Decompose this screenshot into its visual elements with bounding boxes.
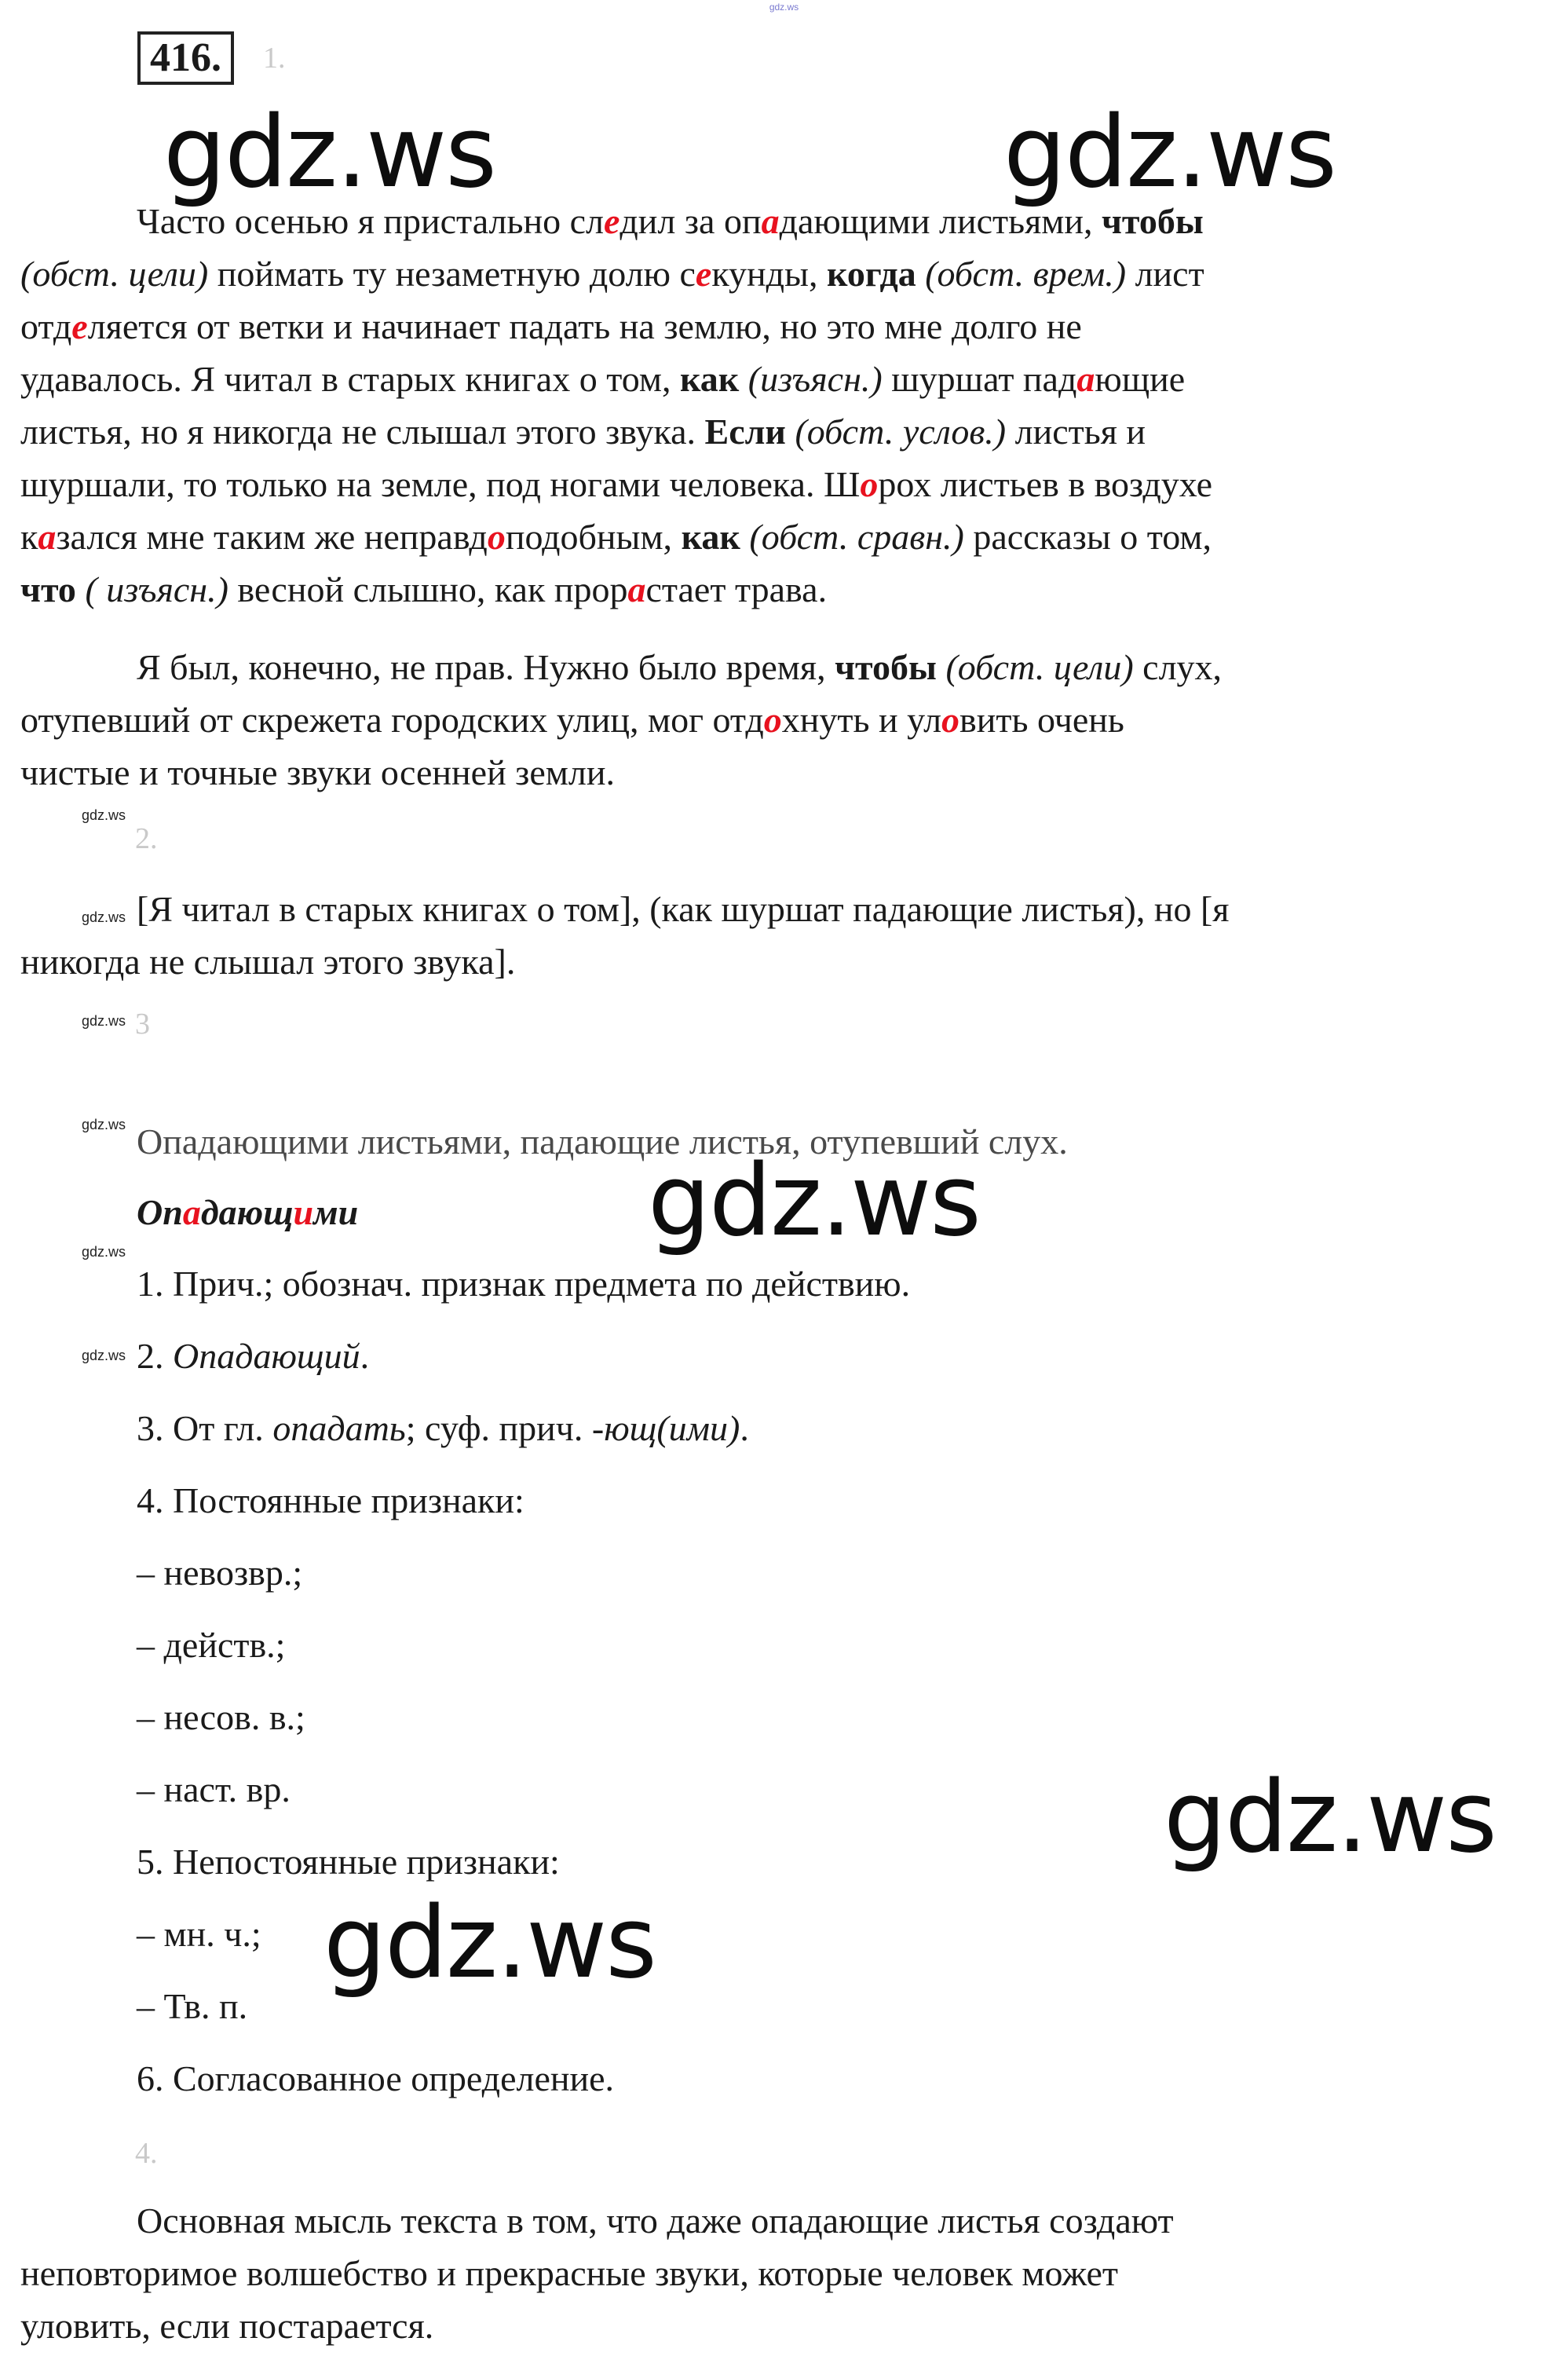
text-line: казался мне таким же неправдоподобным, как (обст. сравн.) рассказы о том, [20, 517, 1212, 557]
site-watermark-small: gdz.ws [82, 1244, 126, 1260]
parse-item-4: 4. Постоянные признаки: [137, 1480, 524, 1520]
text-line: чистые и точные звуки осенней земли. [20, 752, 615, 792]
parse-item-3: 3. От гл. опадать; суф. прич. -ющ(ими). [137, 1408, 749, 1448]
scheme-line: [Я читал в старых книгах о том], (как шуршат падающие листья), но [я [137, 889, 1230, 929]
site-watermark-large: gdz.ws [163, 94, 495, 210]
parse-item-5: 5. Непостоянные признаки: [137, 1842, 560, 1882]
site-watermark-small: gdz.ws [82, 1013, 126, 1029]
exercise-number: 416. [137, 31, 234, 85]
parse-item-4-3: – несов. в.; [137, 1697, 305, 1737]
parse-item-1: 1. Прич.; обознач. признак предмета по действию. [137, 1264, 911, 1304]
text-line: Я был, конечно, не прав. Нужно было время, чтобы (обст. цели) слух, [137, 647, 1223, 687]
text-line: что ( изъясн.) весной слышно, как прорастает трава. [20, 569, 828, 609]
site-watermark-large: gdz.ws [648, 1143, 980, 1258]
section-3-label: 3 [135, 1008, 150, 1041]
parse-item-4-2: – действ.; [137, 1625, 286, 1665]
text-line: шуршали, то только на земле, под ногами человека. Шорох листьев в воздухе [20, 464, 1213, 504]
text-line: отупевший от скрежета городских улиц, мог отдохнуть и уловить очень [20, 700, 1124, 740]
section-2-label: 2. [135, 822, 158, 855]
site-watermark-small: gdz.ws [82, 1348, 126, 1363]
parse-word: Опадающими [137, 1192, 359, 1232]
text-line: (обст. цели) поймать ту незаметную долю секунды, когда (обст. врем.) лист [20, 254, 1204, 294]
parse-item-6: 6. Согласованное определение. [137, 2058, 615, 2098]
site-watermark-small: gdz.ws [82, 909, 126, 925]
conclusion-line: неповторимое волшебство и прекрасные звуки, которые человек может [20, 2253, 1119, 2293]
site-watermark-small: gdz.ws [82, 807, 126, 823]
top-site-watermark: gdz.ws [769, 2, 799, 13]
site-watermark-large: gdz.ws [1003, 94, 1336, 210]
participles-line: Опадающими листьями, падающие листья, отупевший слух. [137, 1121, 1068, 1162]
parse-item-5-1: – мн. ч.; [137, 1914, 261, 1954]
section-1-label: 1. [263, 42, 286, 75]
text-line: листья, но я никогда не слышал этого звука. Если (обст. услов.) листья и [20, 412, 1146, 452]
site-watermark-large: gdz.ws [1164, 1759, 1496, 1875]
parse-item-4-1: – невозвр.; [137, 1553, 303, 1593]
site-watermark-small: gdz.ws [82, 1117, 126, 1132]
text-paragraph-2 [20, 641, 1222, 799]
parse-item-2: 2. Опадающий. [137, 1336, 370, 1376]
text-line: Часто осенью я пристально следил за опадающими листьями, чтобы [137, 201, 1204, 241]
site-watermark-large: gdz.ws [323, 1885, 656, 2000]
scheme-line: никогда не слышал этого звука]. [20, 942, 516, 982]
text-line: удавалось. Я читал в старых книгах о том, как (изъясн.) шуршат падающие [20, 359, 1186, 399]
sentence-scheme [20, 883, 1229, 988]
conclusion-paragraph [20, 2194, 1174, 2352]
conclusion-line: Основная мысль текста в том, что даже опадающие листья создают [137, 2201, 1174, 2241]
section-4-label: 4. [135, 2137, 158, 2170]
parse-item-4-4: – наст. вр. [137, 1769, 291, 1809]
parse-item-5-2: – Тв. п. [137, 1986, 248, 2026]
text-line: отделяется от ветки и начинает падать на землю, но это мне долго не [20, 306, 1082, 346]
text-paragraph-1 [20, 195, 1212, 616]
conclusion-line: уловить, если постарается. [20, 2306, 434, 2346]
